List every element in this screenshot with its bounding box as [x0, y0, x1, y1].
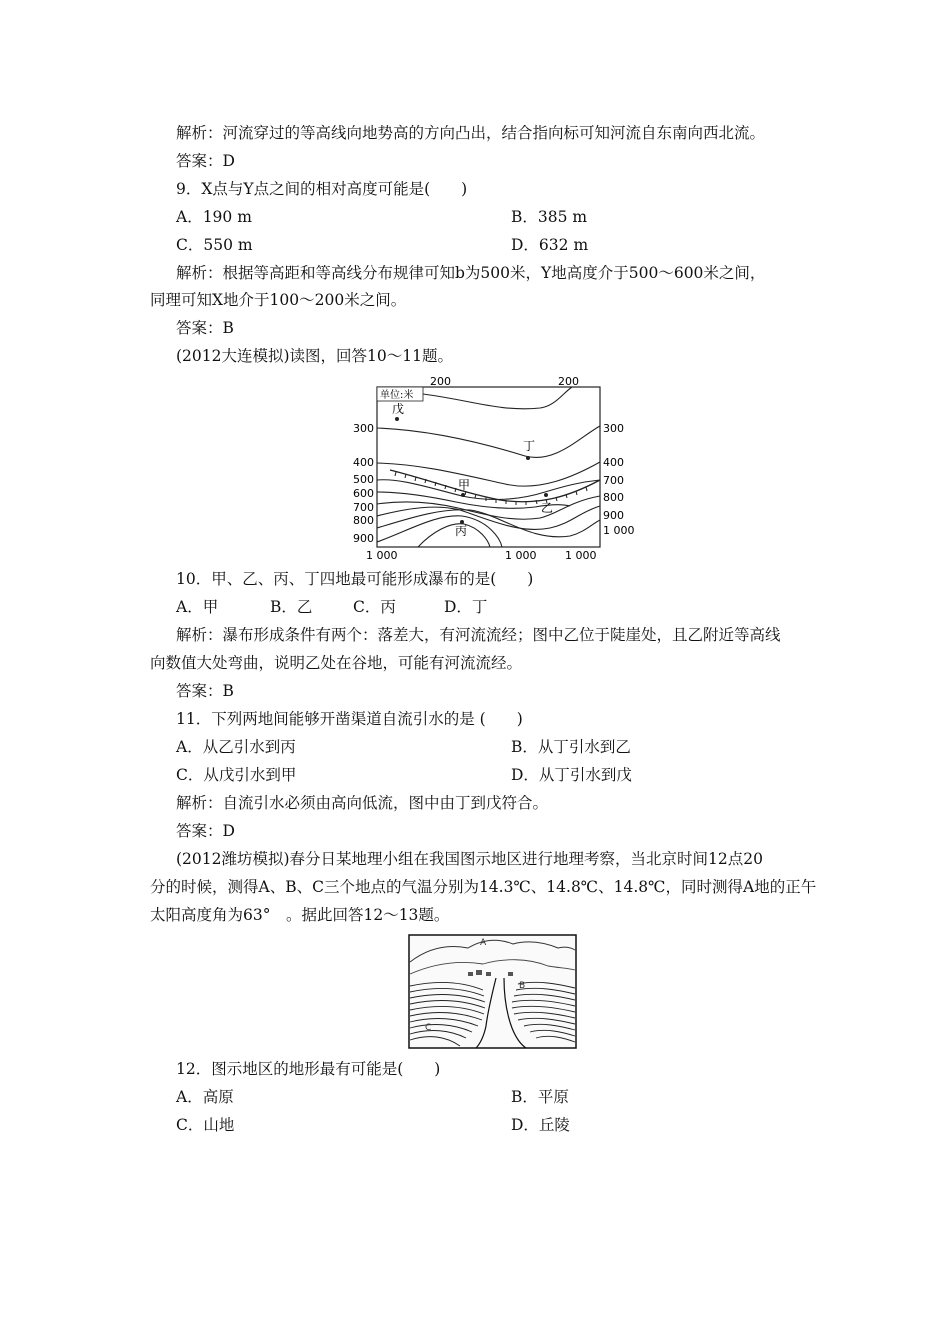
label-left-300: 300 — [353, 422, 374, 435]
label-bing: 丙 — [455, 524, 468, 538]
label-left-800: 800 — [353, 514, 374, 527]
q11-option-d: D．从丁引水到戊 — [511, 766, 632, 784]
sketch-label-a: A — [480, 938, 487, 948]
contour-1000-a — [377, 516, 502, 547]
q10-option-b: B．乙 — [270, 598, 313, 616]
q12-stem: 12．图示地区的地形最有可能是( ) — [176, 1060, 441, 1078]
label-yi: 乙 — [541, 501, 554, 515]
intro-12-13-line1: (2012潍坊模拟)春分日某地理小组在我国图示地区进行地理考察，当北京时间12点20 — [176, 850, 763, 868]
sketch-label-c: C — [425, 1023, 432, 1033]
q10-option-c: C．丙 — [353, 598, 396, 616]
label-right-800: 800 — [603, 491, 624, 504]
contour-200 — [423, 387, 572, 409]
unit-label: 单位:米 — [380, 390, 414, 401]
sketch-label-b: B — [519, 981, 526, 991]
q10-stem: 10．甲、乙、丙、丁四地最可能形成瀑布的是( ) — [176, 570, 534, 588]
q9-option-a: A．190 m — [176, 208, 252, 226]
q10-option-a: A．甲 — [176, 598, 219, 616]
point-ding — [526, 456, 530, 460]
q9-option-c: C．550 m — [176, 236, 253, 254]
terrain-sketch — [408, 934, 577, 1050]
q11-stem: 11．下列两地间能够开凿渠道自流引水的是 ( ) — [176, 710, 523, 728]
q10-option-d: D．丁 — [444, 598, 488, 616]
q12-option-a: A．高原 — [176, 1088, 234, 1106]
intro-10-11: (2012大连模拟)读图，回答10～11题。 — [176, 347, 453, 365]
q11-analysis: 解析：自流引水必须由高向低流，图中由丁到戊符合。 — [176, 794, 549, 812]
q9-stem: 9．X点与Y点之间的相对高度可能是( ) — [176, 180, 468, 198]
q8-answer: 答案：D — [176, 152, 235, 170]
label-right-1000: 1 000 — [603, 524, 635, 537]
q10-analysis-line2: 向数值大处弯曲，说明乙处在谷地，可能有河流流经。 — [150, 654, 523, 672]
label-top-200-a: 200 — [430, 375, 451, 388]
contour-1000-b — [418, 524, 490, 547]
q9-analysis-line1: 解析：根据等高距和等高线分布规律可知b为500米，Y地高度介于500～600米之间， — [176, 264, 766, 282]
label-right-700: 700 — [603, 474, 624, 487]
contour-lines — [377, 387, 600, 547]
label-right-400: 400 — [603, 456, 624, 469]
q9-option-d: D．632 m — [511, 236, 589, 254]
point-jia — [461, 493, 465, 497]
label-left-700: 700 — [353, 501, 374, 514]
label-ding: 丁 — [523, 439, 536, 453]
q11-option-b: B．从丁引水到乙 — [511, 738, 631, 756]
label-bottom-1000-b: 1 000 — [505, 549, 537, 562]
q10-analysis-line1: 解析：瀑布形成条件有两个：落差大，有河流流经；图中乙位于陡崖处，且乙附近等高线 — [176, 626, 781, 644]
label-bottom-1000-c: 1 000 — [565, 549, 597, 562]
q9-answer: 答案：B — [176, 319, 234, 337]
q11-option-a: A．从乙引水到丙 — [176, 738, 296, 756]
label-left-500: 500 — [353, 473, 374, 486]
contour-900 — [377, 510, 600, 537]
q11-answer: 答案：D — [176, 822, 235, 840]
label-right-900: 900 — [603, 509, 624, 522]
q12-option-d: D．丘陵 — [511, 1116, 570, 1134]
q12-option-b: B．平原 — [511, 1088, 569, 1106]
label-left-400: 400 — [353, 456, 374, 469]
intro-12-13-line2: 分的时候，测得A、B、C三个地点的气温分别为14.3℃、14.8℃、14.8℃，同时测得A地的正午 — [150, 878, 817, 896]
q9-analysis-line2: 同理可知X地介于100～200米之间。 — [150, 291, 407, 309]
contour-300 — [377, 426, 600, 457]
label-right-300: 300 — [603, 422, 624, 435]
point-yi — [544, 493, 548, 497]
label-left-900: 900 — [353, 532, 374, 545]
q12-option-c: C．山地 — [176, 1116, 235, 1134]
point-wu — [395, 417, 399, 421]
label-top-200-b: 200 — [558, 375, 579, 388]
q10-answer: 答案：B — [176, 682, 234, 700]
contour-map — [340, 372, 635, 564]
q9-option-b: B．385 m — [511, 208, 588, 226]
q11-option-c: C．从戊引水到甲 — [176, 766, 297, 784]
label-left-600: 600 — [353, 487, 374, 500]
q8-analysis: 解析：河流穿过的等高线向地势高的方向凸出，结合指向标可知河流自东南向西北流。 — [176, 124, 766, 142]
label-jia: 甲 — [458, 478, 471, 492]
label-bottom-1000-a: 1 000 — [366, 549, 398, 562]
label-wu: 戊 — [392, 402, 405, 416]
map-frame — [377, 387, 600, 547]
intro-12-13-line3: 太阳高度角为63° 。据此回答12～13题。 — [150, 906, 450, 924]
